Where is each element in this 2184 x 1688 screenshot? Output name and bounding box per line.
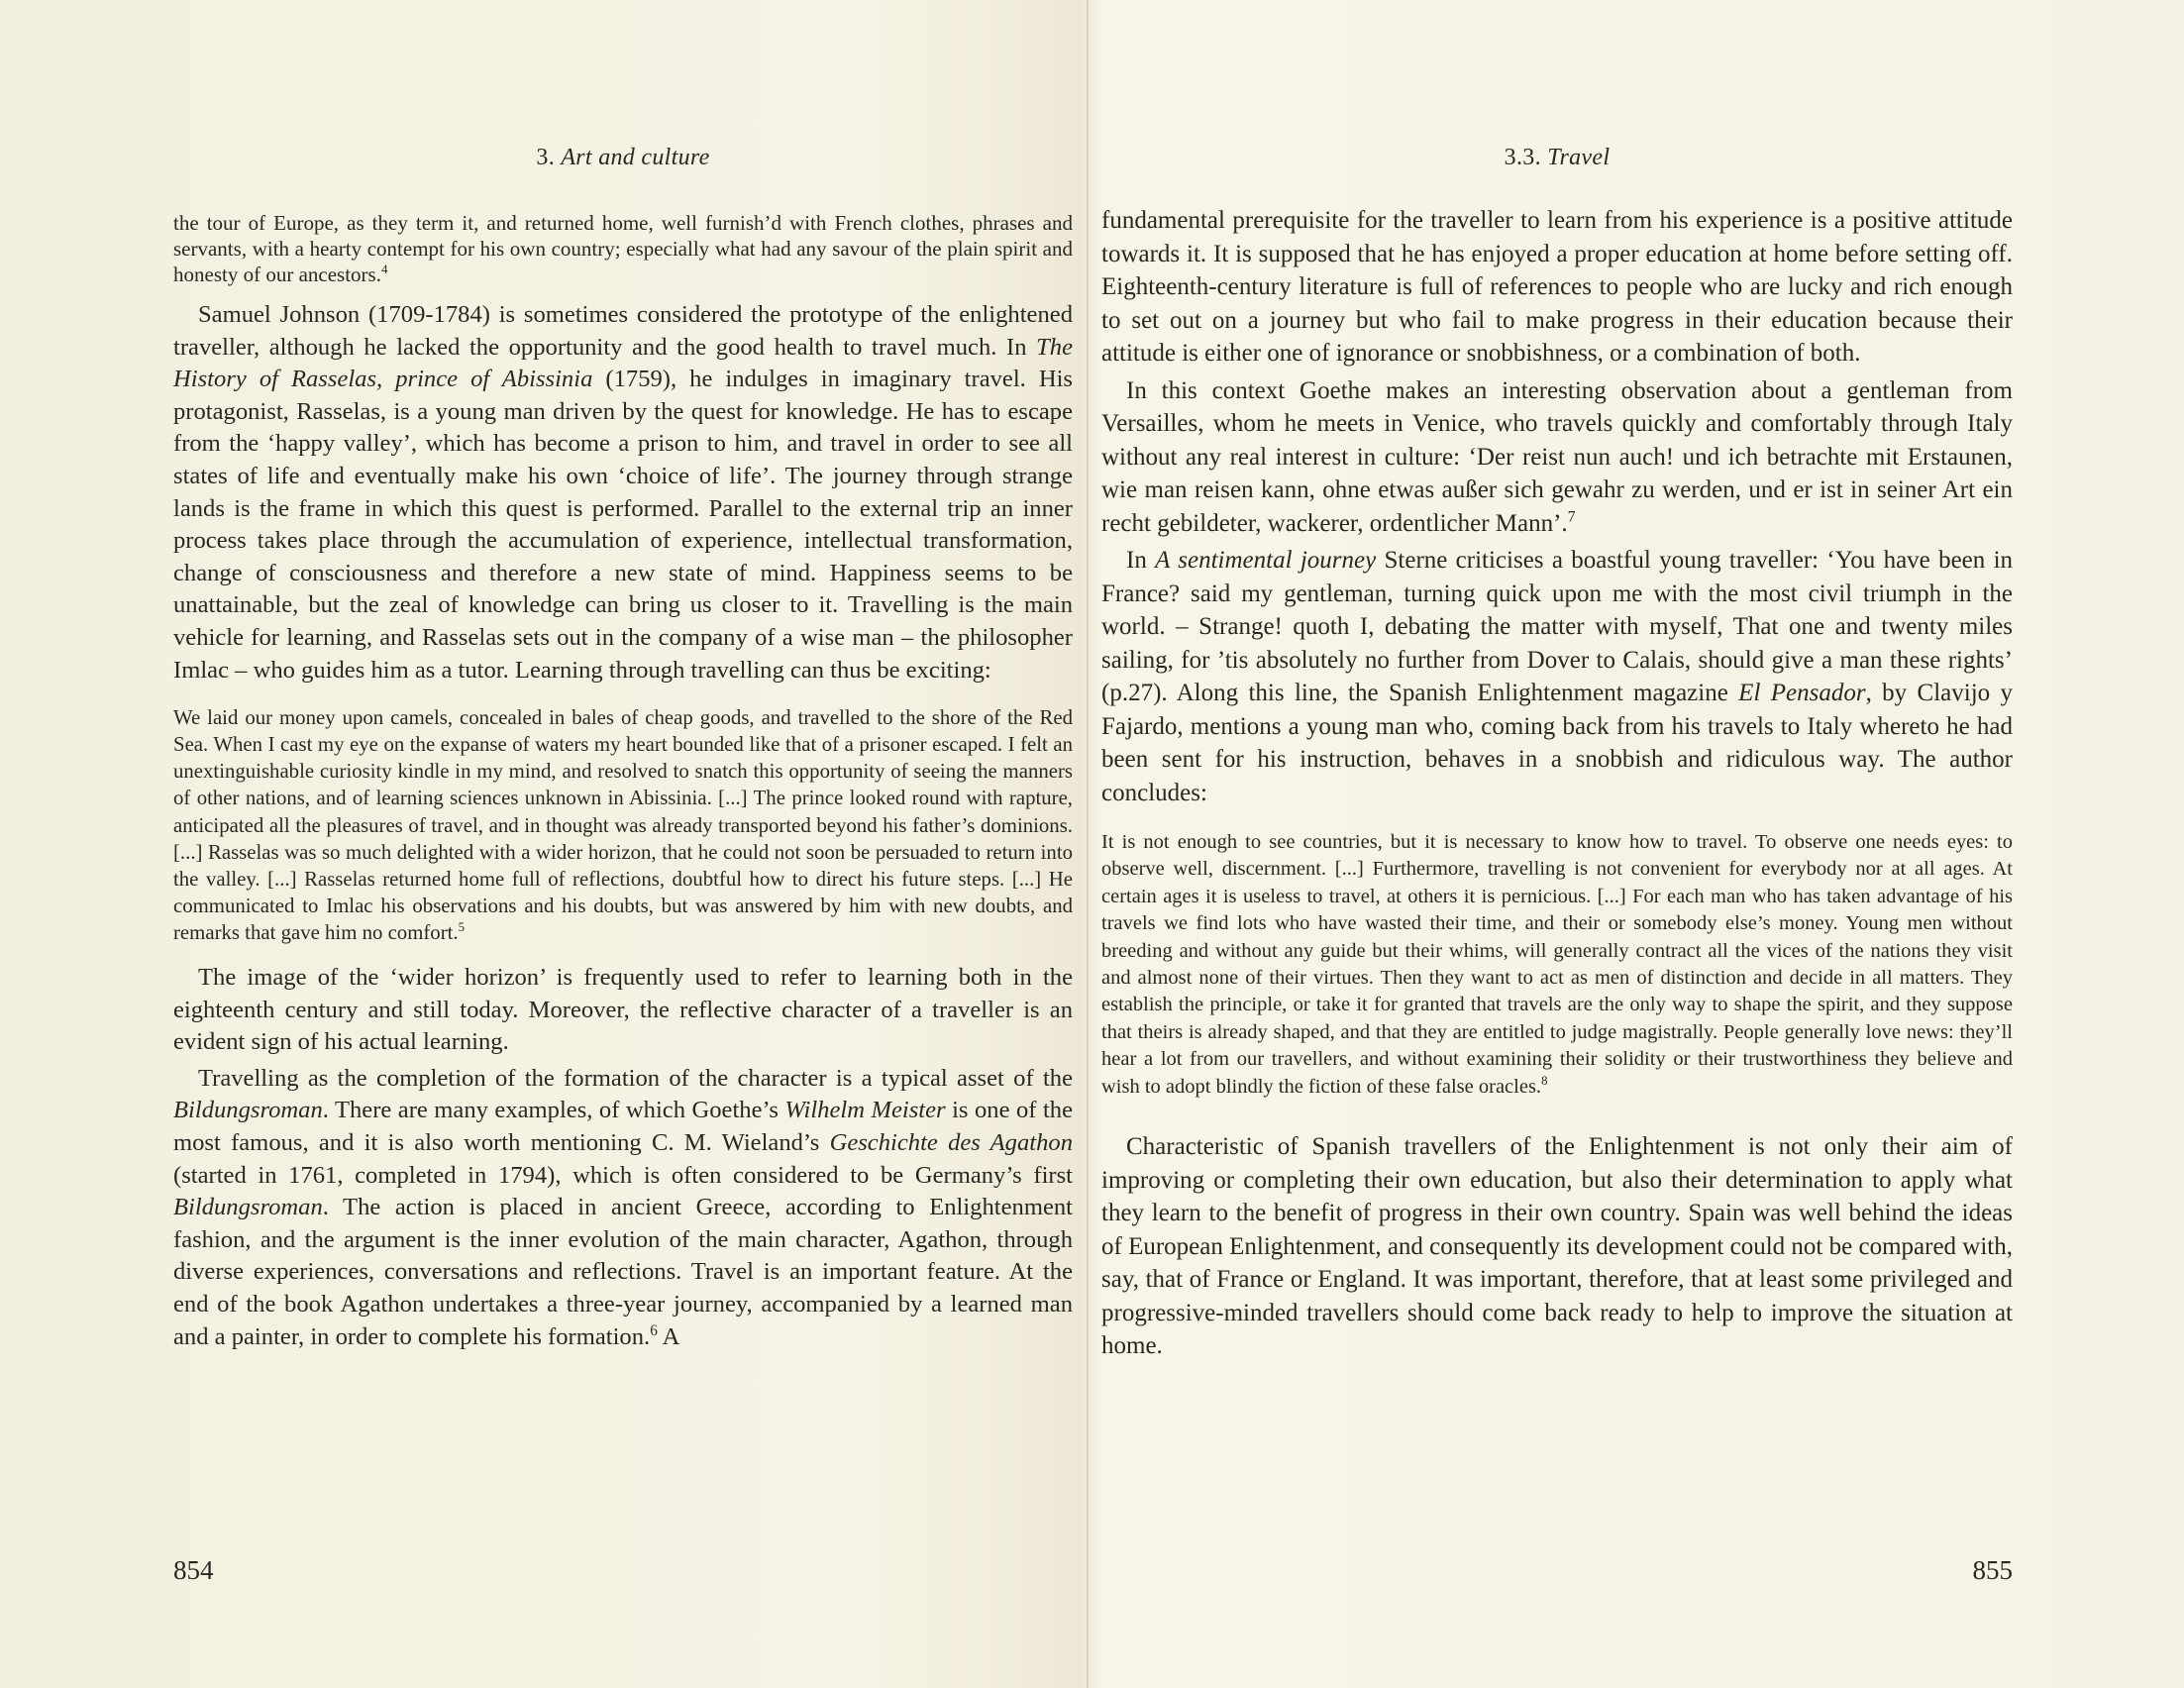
title-rasselas: The History of Rasselas, prince of Abissinia [173,333,1073,393]
right-running-head-title: Travel [1547,145,1611,170]
right-body-text [1101,204,2013,1363]
left-body-text [173,210,1073,1353]
right-running-head [1101,145,2013,171]
footnote-ref-6: 6 [650,1321,658,1339]
paragraph-bildungsroman: Travelling as the completion of the formation of the character is a typical asset of the Bildungsroman. There are many examples, of which Goethe’s Wilhelm Meister is one of the most famous, and it is also worth mentioning C. M. Wieland’s Geschichte des Agathon (started in 1761, completed in 1794), which is often considered to be Germany’s first Bildungsroman. The action is placed in ancient Greece, according to Enlightenment fashion, and the argument is the inner evolution of the main character, Agathon, through diverse experiences, conversations and reflections. Travel is an important feature. At the end of the book Agathon undertakes a three-year journey, accompanied by a learned man and a painter, in order to complete his formation.$^6$ A [173,1064,1073,1350]
right-running-head-number: 3.3. [1504,145,1541,170]
block-quote-pensador: It is not enough to see countries, but it is necessary to know how to travel. To observe one needs eyes: to observe well, discernment. [...] Furthermore, travelling is not convenient for everybody nor at all ages. At certain ages it is useless to travel, at others it is pernicious. [...] For each man who has taken advantage of his travels we find lots who have wasted their time, and their or somebody else’s money. Young men without breeding and without any guide but their whims, will generally contract all the vices of the nations they visit and almost none of their virtues. Then they want to act as men of distinction and decide in all matters. They establish the principle, or take it for granted that travels are the only way to shape the spirit, and they suppose that theirs is already shaped, and that they are entitled to judge magistrally. People generally love news: they’ll hear a lot from our travellers, and without examining their solidity or their trustworthiness they believe and wish to adopt blindly the fiction of these false oracles.$^8$ [1101,831,2013,1098]
left-page [173,0,1073,1688]
paragraph-continuation: fundamental prerequisite for the traveller to learn from his experience is a positive attitude towards it. It is supposed that he has enjoyed a proper education at home before setting off. Eighteenth-century literature is full of references to people who are lucky and rich enough to set out on a journey but who fail to make progress in their education because their attitude is either one of ignorance or snobbishness, or a combination of both. [1101,207,2013,367]
page-number-left: 854 [173,1555,214,1585]
paragraph-wider-horizon: The image of the ‘wider horizon’ is frequently used to refer to learning both in the eighteenth century and still today. Moreover, the reflective character of a traveller is an evident sign of his actual learning. [173,963,1073,1056]
footnote-ref-8: 8 [1541,1073,1548,1088]
left-running-head [173,145,1073,171]
paragraph-goethe: In this context Goethe makes an interesting observation about a gentleman from Versailles, whom he meets in Venice, who travels quickly and comfortably through Italy without any real interest in culture: ‘Der reist nun auch! und ich betrachte mit Erstaunen, wie man reisen kann, ohne etwas außer sich gewahr zu werden, und er ist in seiner Art ein recht gebildeter, wackerer, ordentlicher Mann’.$^7$ [1101,376,2013,537]
quote-continuation: the tour of Europe, as they term it, and returned home, well furnish’d with French clothes, phrases and servants, with a hearty contempt for his own country; especially what had any savour of the plain spirit and honesty of our ancestors.$^4$ [173,211,1073,286]
footnote-ref-7: 7 [1567,508,1576,526]
right-page [1101,0,2013,1688]
left-running-head-number: 3. [536,145,556,170]
paragraph-johnson: Samuel Johnson (1709-1784) is sometimes considered the prototype of the enlightened traveller, although he lacked the opportunity and the good health to travel much. In The History of Rasselas, prince of Abissinia (1759), he indulges in imaginary travel. His protagonist, Rasselas, is a young man driven by the quest for knowledge. He has to escape from the ‘happy valley’, which has become a prison to him, and travel in order to see all states of life and eventually make his own ‘choice of life’. The journey through strange lands is the frame in which this quest is performed. Parallel to the external trip an inner process takes place through the accumulation of experience, intellectual transformation, change of consciousness and therefore a new state of mind. Happiness seems to be unattainable, but the zeal of knowledge can bring us closer to it. Travelling is the main vehicle for learning, and Rasselas sets out in the company of a wise man – the philosopher Imlac – who guides him as a tutor. Learning through travelling can thus be exciting: [173,301,1073,684]
paragraph-spanish-travellers: Characteristic of Spanish travellers of the Enlightenment is not only their aim of improving or completing their own education, but also their determination to apply what they learn to the benefit of progress in their own country. Spain was well behind the ideas of European Enlightenment, and consequently its development could not be compared with, say, that of France or England. It was important, therefore, that at least some privileged and progressive-minded travellers should come back ready to help to improve the situation at home. [1101,1133,2013,1360]
title-sentimental-journey: A sentimental journey [1155,547,1377,574]
paragraph-sterne: In A sentimental journey Sterne criticises a boastful young traveller: ‘You have been in France? said my gentleman, turning quick upon me with the most civil triumph in the world. – Strange! quoth I, debating the matter with myself, That one and twenty miles sailing, for ’tis absolutely no further from Dover to Calais, should give a man these rights’ (p.27). Along this line, the Spanish Enlightenment magazine El Pensador, by Clavijo y Fajardo, mentions a young man who, coming back from his travels to Italy whereto he had been sent for his instruction, behaves in a snobbish and ridiculous way. The author concludes: [1101,547,2014,806]
block-quote-rasselas: We laid our money upon camels, concealed in bales of cheap goods, and travelled to the shore of the Red Sea. When I cast my eye on the expanse of waters my heart bounded like that of a prisoner escaped. I felt an unextinguishable curiosity kindle in my mind, and resolved to snatch this opportunity of seeing the manners of other nations, and of learning sciences unknown in Abissinia. [...] The prince looked round with rapture, anticipated all the pleasures of travel, and in thought was already transported beyond his father’s dominions. [...] Rasselas was so much delighted with a wider horizon, that he could not soon be persuaded to return into the valley. [...] Rasselas returned home full of reflections, doubtful how to direct his future steps. [...] He communicated to Imlac his observations and his doubts, but was answered by him with new doubts, and remarks that gave him no comfort.$^5$ [173,706,1073,944]
footnote-ref-4: 4 [380,262,388,276]
page-number-right: 855 [1972,1555,2013,1585]
footnote-ref-5: 5 [458,919,466,934]
title-el-pensador: El Pensador [1738,680,1866,706]
left-running-head-title: Art and culture [561,145,710,170]
book-gutter [1087,0,1089,1688]
